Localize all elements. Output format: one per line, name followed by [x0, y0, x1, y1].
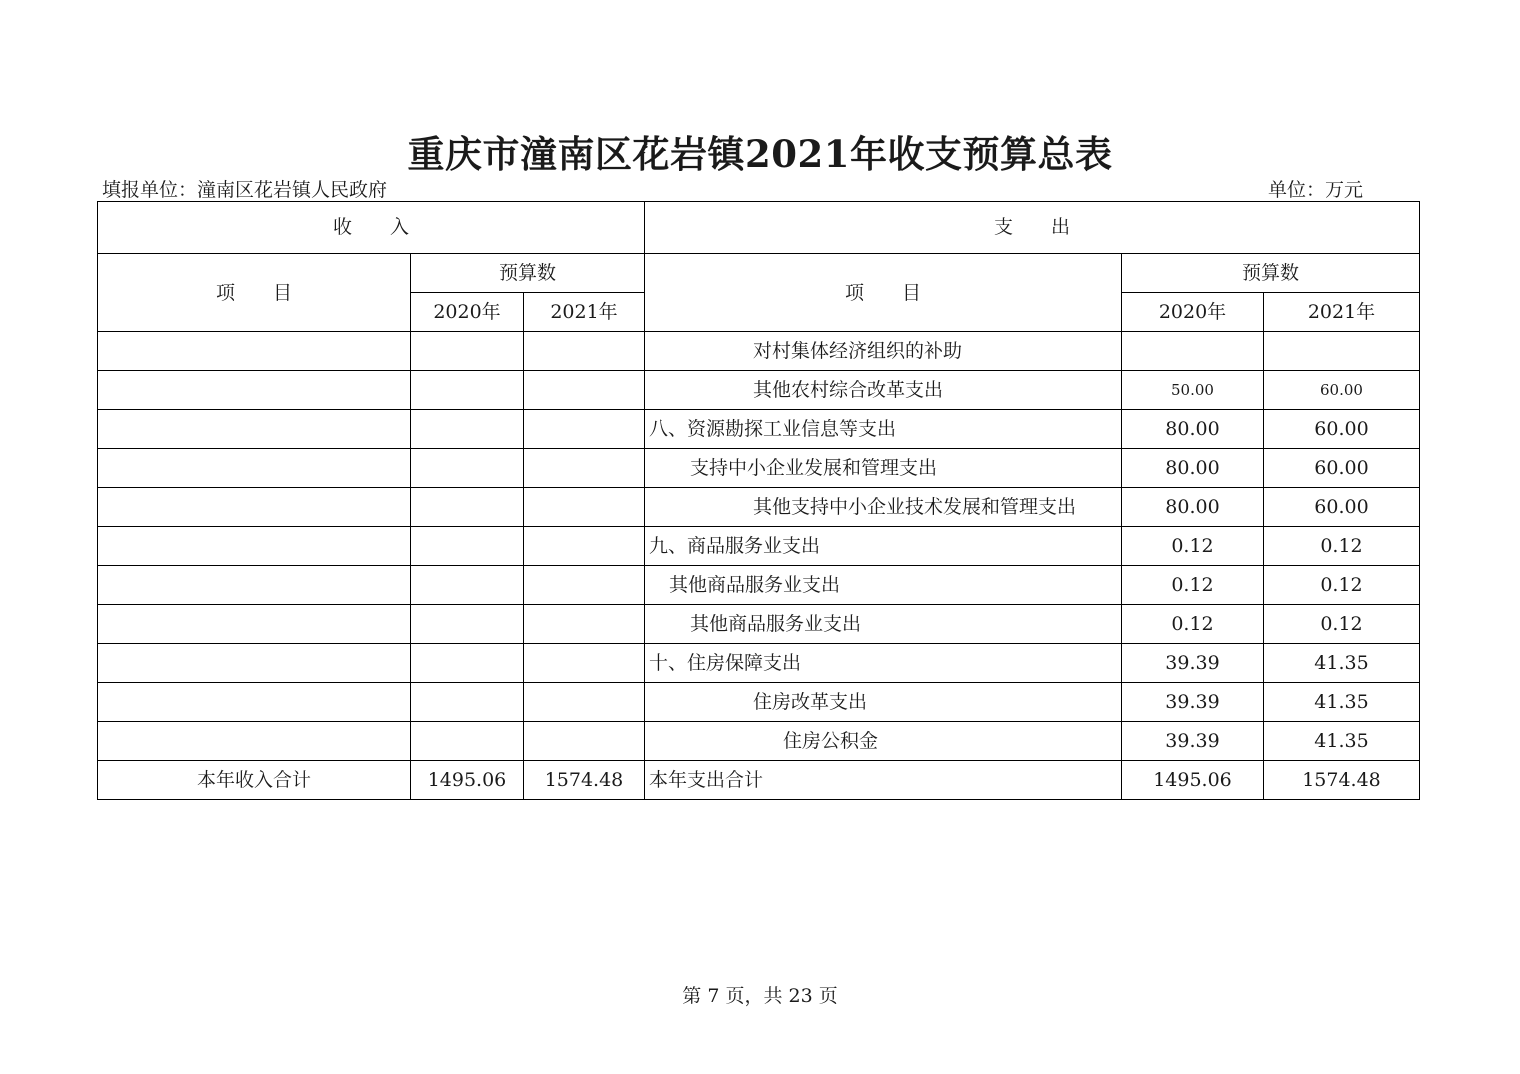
expense-2021-cell: 60.00 [1264, 488, 1420, 527]
income-item-cell [98, 410, 411, 449]
income-2020-header: 2020年 [411, 293, 524, 332]
expense-2021-cell: 41.35 [1264, 722, 1420, 761]
expense-2021-cell: 60.00 [1264, 449, 1420, 488]
income-2021-header: 2021年 [524, 293, 645, 332]
income-total-label: 本年收入合计 [98, 761, 411, 800]
page-title: 重庆市潼南区花岩镇2021年收支预算总表 [407, 132, 1113, 176]
income-item-cell [98, 371, 411, 410]
expense-item-cell: 其他商品服务业支出 [645, 605, 1122, 644]
income-2020-cell [411, 566, 524, 605]
table-row [98, 332, 1420, 371]
table-row [98, 605, 1420, 644]
expense-2020-cell [1122, 332, 1264, 371]
income-item-cell [98, 644, 411, 683]
expense-2020-cell: 39.39 [1122, 722, 1264, 761]
expense-2021-cell: 0.12 [1264, 566, 1420, 605]
income-2020-cell [411, 449, 524, 488]
expense-total-label: 本年支出合计 [645, 761, 1122, 800]
income-item-header: 项 目 [98, 254, 411, 332]
expense-2021-cell: 60.00 [1264, 371, 1420, 410]
income-2021-cell [524, 332, 645, 371]
income-2020-cell [411, 605, 524, 644]
column-header-row [98, 254, 1420, 293]
income-2021-cell [524, 488, 645, 527]
income-2021-cell [524, 722, 645, 761]
expense-item-cell: 支持中小企业发展和管理支出 [645, 449, 1122, 488]
expense-total-2020: 1495.06 [1122, 761, 1264, 800]
expense-2020-cell: 80.00 [1122, 488, 1264, 527]
table-row [98, 410, 1420, 449]
expense-2020-cell: 0.12 [1122, 605, 1264, 644]
expense-2021-cell: 0.12 [1264, 527, 1420, 566]
income-2021-cell [524, 449, 645, 488]
expense-2020-cell: 50.00 [1122, 371, 1264, 410]
expense-section-header: 支 出 [645, 202, 1420, 254]
expense-2021-cell [1264, 332, 1420, 371]
income-2021-cell [524, 683, 645, 722]
income-2020-cell [411, 488, 524, 527]
expense-total-2021: 1574.48 [1264, 761, 1420, 800]
income-2021-cell [524, 371, 645, 410]
income-2021-cell [524, 410, 645, 449]
income-2020-cell [411, 527, 524, 566]
expense-item-label: 住房公积金 [783, 730, 879, 752]
income-budget-header: 预算数 [411, 254, 645, 293]
income-2021-cell [524, 644, 645, 683]
income-2021-cell [524, 605, 645, 644]
income-section-header: 收 入 [98, 202, 645, 254]
expense-2021-cell: 41.35 [1264, 644, 1420, 683]
expense-2020-cell: 80.00 [1122, 449, 1264, 488]
reporting-unit: 填报单位：潼南区花岩镇人民政府 [102, 179, 388, 201]
table-row [98, 644, 1420, 683]
income-2020-cell [411, 332, 524, 371]
totals-row [98, 761, 1420, 800]
currency-unit: 单位：万元 [1268, 179, 1364, 201]
expense-2020-cell: 80.00 [1122, 410, 1264, 449]
expense-item-cell: 九、商品服务业支出 [645, 527, 1122, 566]
expense-item-cell: 十、住房保障支出 [645, 644, 1122, 683]
income-item-cell [98, 449, 411, 488]
expense-item-header: 项 目 [645, 254, 1122, 332]
income-item-cell [98, 722, 411, 761]
expense-2021-cell: 41.35 [1264, 683, 1420, 722]
section-header-row [98, 202, 1420, 254]
expense-item-cell: 对村集体经济组织的补助 [645, 332, 1122, 371]
income-2020-cell [411, 683, 524, 722]
table-row [98, 566, 1420, 605]
expense-budget-header: 预算数 [1122, 254, 1420, 293]
expense-item-cell: 其他支持中小企业技术发展和管理支出 [645, 488, 1122, 527]
expense-2020-cell: 39.39 [1122, 683, 1264, 722]
budget-table [97, 201, 1420, 800]
income-2021-cell [524, 566, 645, 605]
income-2021-cell [524, 527, 645, 566]
expense-item-cell: 八、资源勘探工业信息等支出 [645, 410, 1122, 449]
expense-2021-header: 2021年 [1264, 293, 1420, 332]
table-row [98, 488, 1420, 527]
expense-item-cell [645, 722, 1122, 761]
table-row [98, 722, 1420, 761]
expense-2020-cell: 0.12 [1122, 566, 1264, 605]
income-item-cell [98, 332, 411, 371]
table-row [98, 683, 1420, 722]
table-row [98, 371, 1420, 410]
expense-2020-cell: 0.12 [1122, 527, 1264, 566]
income-item-cell [98, 527, 411, 566]
expense-2021-cell: 60.00 [1264, 410, 1420, 449]
page-footer: 第 7 页，共 23 页 [682, 985, 838, 1007]
income-2020-cell [411, 371, 524, 410]
income-item-cell [98, 683, 411, 722]
income-total-2021: 1574.48 [524, 761, 645, 800]
expense-2020-header: 2020年 [1122, 293, 1264, 332]
table-row [98, 527, 1420, 566]
expense-item-cell: 其他农村综合改革支出 [645, 371, 1122, 410]
income-item-cell [98, 605, 411, 644]
expense-item-cell: 住房改革支出 [645, 683, 1122, 722]
income-item-cell [98, 488, 411, 527]
income-2020-cell [411, 722, 524, 761]
income-total-2020: 1495.06 [411, 761, 524, 800]
table-row [98, 449, 1420, 488]
income-2020-cell [411, 644, 524, 683]
income-item-cell [98, 566, 411, 605]
expense-item-cell: 其他商品服务业支出 [645, 566, 1122, 605]
expense-2021-cell: 0.12 [1264, 605, 1420, 644]
income-2020-cell [411, 410, 524, 449]
expense-2020-cell: 39.39 [1122, 644, 1264, 683]
